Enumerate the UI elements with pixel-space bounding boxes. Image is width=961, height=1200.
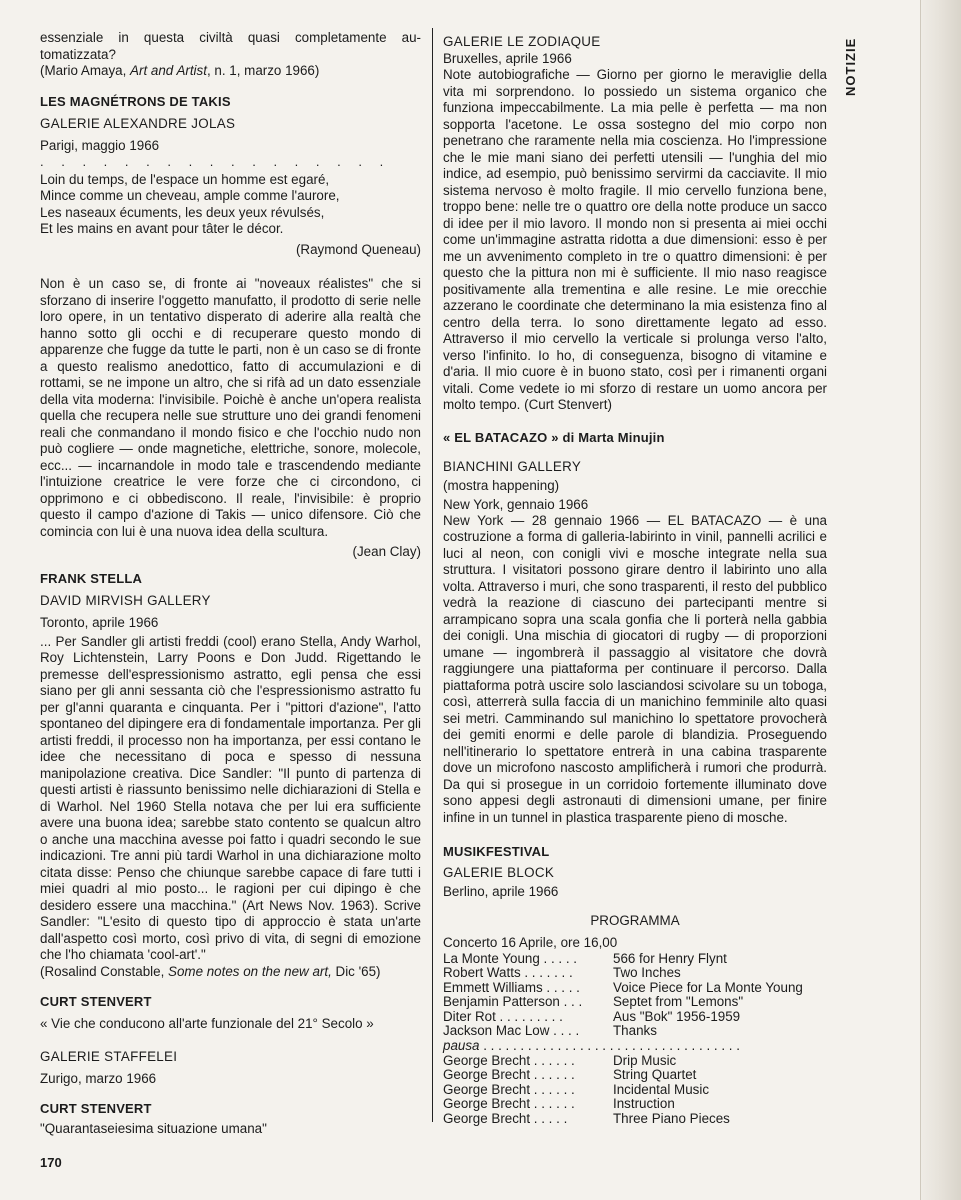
batacazo-type: (mostra happening) bbox=[443, 477, 560, 493]
batacazo-gallery: BIANCHINI GALLERY bbox=[443, 458, 582, 474]
staffelei-gallery: GALERIE STAFFELEI bbox=[40, 1049, 178, 1064]
program-performer: Benjamin Patterson . . . bbox=[443, 995, 583, 1010]
program-performer: George Brecht . . . . . . bbox=[443, 1082, 575, 1097]
stenvert1-heading: CURT STENVERT bbox=[40, 994, 152, 1009]
pausa-dots: . . . . . . . . . . . . . . . . . . . . . . . . . . . . . . . . . . . bbox=[483, 1038, 740, 1054]
takis-gallery: GALERIE ALEXANDRE JOLAS bbox=[40, 115, 236, 131]
stella-heading: FRANK STELLA bbox=[40, 570, 143, 586]
programma-title: PROGRAMMA bbox=[590, 913, 680, 928]
takis-heading: LES MAGNÉTRONS DE TAKIS bbox=[40, 93, 231, 109]
program-piece: String Quartet bbox=[613, 1067, 697, 1083]
program-piece: 566 for Henry Flynt bbox=[613, 950, 727, 966]
program-performer: La Monte Young . . . . . bbox=[443, 951, 578, 966]
poem-line: Et les mains en avant pour tâter le décor. bbox=[40, 221, 284, 236]
program-piece: Voice Piece for La Monte Young bbox=[613, 979, 803, 995]
stella-text: ... Per Sandler gli artisti freddi (cool) erano Stella, Andy Warhol, Roy Lichtenstein, Larry Poons e Don Judd. Rigettando le premesse dell'espressionismo astratto, egli pensa che essi siano per gli anni sessanta ciò che l'espressionismo astratto fu per gl'anni quaranta e cinquanta. Per i "pittori d'azione", l'atto spontaneo del dipingere era di fondamentale importanza. Per gli artisti freddi, il processo non ha importanza, per essi contano le idee che necessitano di poca e spesso di nessuna manipolazione creativa. Dice Sandler: "Il punto di partenza di questi artisti è riassunto benissimo nelle dichiarazioni di Stella e di Warhol. Nel 1960 Stella notava che per lui era sufficiente avere una buona idea; sarebbe stato contento se qualcun altro o anche una macchina avesse poi fatto i quadri secondo le sue indicazioni. Tre anni più tardi Warhol in una dichiarazione molto citata disse: Penso che chiunque sarebbe capace di fare tutti i miei quadri al mio posto... le ragioni per cui dipingo è che desidero essere una macchina." (Art News Nov. 1963). Scrive Sandler: "L'esito di questo tipo di approccio è stata un'arte dall'aspetto così morto, così privo di vita, di segni di emozione che l'ho chiamata 'cool-art'." bbox=[40, 633, 421, 962]
section-label: NOTIZIE bbox=[843, 37, 858, 97]
stenvert2-heading: CURT STENVERT bbox=[40, 1101, 152, 1116]
program-piece: Drip Music bbox=[613, 1052, 677, 1068]
program-item bbox=[443, 1097, 827, 1112]
batacazo-heading: « EL BATACAZO » di Marta Minujin bbox=[443, 429, 665, 445]
poem-author: (Raymond Queneau) bbox=[295, 241, 421, 257]
zodiaque-gallery: GALERIE LE ZODIAQUE bbox=[443, 34, 601, 49]
stella-citation: (Rosalind Constable, Some notes on the new art, Dic '65) bbox=[40, 963, 381, 979]
program-item bbox=[443, 952, 827, 967]
program-performer: George Brecht . . . . . . bbox=[443, 1053, 575, 1068]
concerto-line: Concerto 16 Aprile, ore 16,00 bbox=[443, 935, 618, 950]
musik-heading: MUSIKFESTIVAL bbox=[443, 844, 550, 859]
program-item bbox=[443, 1112, 827, 1127]
program-performer: Emmett Williams . . . . . bbox=[443, 980, 580, 995]
batacazo-place: New York, gennaio 1966 bbox=[443, 496, 589, 512]
intro-citation: (Mario Amaya, Art and Artist, n. 1, marzo 1966) bbox=[40, 63, 320, 78]
right-column bbox=[443, 30, 827, 1127]
program-item bbox=[443, 995, 827, 1010]
program-item bbox=[443, 981, 827, 996]
poem-line: Loin du temps, de l'espace un homme est egaré, bbox=[40, 171, 330, 187]
program-item bbox=[443, 1068, 827, 1083]
left-column bbox=[40, 30, 421, 1137]
takis-text: Non è un caso se, di fronte ai "noveaux réalistes" che si sforzano di inserire l'oggetto manufatto, il prodotto di serie nelle loro opere, in un tentativo disperato di aderire alla realtà che hanno sotto gli occhi e di recuperare questo mondo di apparenze che fugge da tutte le parti, non è un caso se di fronte a questo realismo anedottico, fatto di accumulazioni e di rottami, se ne impone un altro, che si rifà ad un dato essenziale della vita moderna: l'invisibile. Poichè è anche un'opera realista quella che recupera nelle sue strutture uno dei grandi fenomeni reali che conmandano il mondo fisico e che l'occhio nudo non può cogliere — onde magnetiche, elettriche, sonore, molecole, ecc... — incarnandole in modo tale e trascendendo mediante l'intuizione creatrice le vere forze che ci circondono, ci opprimono e ci obbediscono. Il reale, l'invisibile: è proprio questo il campo d'azione di Takis — unico difensore. Ciò che comincia con lui è una nuova idea della scultura. bbox=[40, 276, 421, 539]
pausa-row bbox=[443, 1039, 827, 1054]
stella-gallery: DAVID MIRVISH GALLERY bbox=[40, 592, 211, 608]
program-piece: Aus "Bok" 1956-1959 bbox=[613, 1008, 741, 1024]
musik-place: Berlino, aprile 1966 bbox=[443, 884, 559, 899]
program-item bbox=[443, 1010, 827, 1025]
page-edge bbox=[920, 0, 961, 1200]
intro-line: essenziale in questa civiltà quasi completamente au- bbox=[40, 30, 421, 45]
program-piece: Instruction bbox=[613, 1096, 675, 1112]
batacazo-text: New York — 28 gennaio 1966 — EL BATACAZO — è una costruzione a forma di galleria-labirinto in vinil, pannelli acrilici e luci al neon, con conigli vivi e mosche integrate nella sua struttura. I visitatori possono girare dentro il labirinto uno alla volta. Attraverso i muri, che sono trasparenti, il resto del pubblico vedrà la reazione di ciascuno dei partecipanti mentre si arrampicano sopra una scala gonfia che li porterà nella gabbia dei conigli. Una mischia di giocatori di rugby — di proporzioni umane — ingombrerà il passaggio al visitatore che dovrà raggiungere una piattaforma per continuare il percorso. Dalla piattaforma potrà uscire solo lasciandosi scivolare su un toboga, così, atterrerà sulla faccia di un manichino femminile alto quasi sei metri. Camminando sul manichino lo spettatore provocherà dei gemiti enormi e delle parole di blandizia. Proseguendo nell'itinerario lo spettatore entrerà in una cabina trasparente dove un microfono nascosto amplificherà i rumori che produrrà. Da qui si prosegue in un corridoio fortemente illuminato dove sono appesi degli astronauti di dimensioni umane, per finire infine in un tunnel in plastica trasparente pieno di mosche. bbox=[443, 512, 827, 825]
program-piece: Two Inches bbox=[613, 965, 681, 981]
program-performer: Robert Watts . . . . . . . bbox=[443, 966, 573, 981]
poem-line: Les naseaux écuments, les deux yeux révulsés, bbox=[40, 204, 325, 220]
stella-place: Toronto, aprile 1966 bbox=[40, 614, 159, 630]
program-item bbox=[443, 966, 827, 981]
program-piece: Incidental Music bbox=[613, 1081, 710, 1097]
pausa-label: pausa bbox=[443, 1038, 480, 1054]
program-performer: Diter Rot . . . . . . . . . bbox=[443, 1009, 563, 1024]
program-performer: George Brecht . . . . . bbox=[443, 1112, 568, 1127]
poem-line: Mince comme un cheveau, ample comme l'aurore, bbox=[40, 188, 340, 203]
page-number: 170 bbox=[40, 1155, 62, 1170]
program-item bbox=[443, 1024, 827, 1039]
program-item bbox=[443, 1083, 827, 1098]
program-performer: Jackson Mac Low . . . . bbox=[443, 1024, 580, 1039]
program-performer: George Brecht . . . . . . bbox=[443, 1068, 575, 1083]
program-list bbox=[443, 935, 827, 1127]
takis-dots: . . . . . . . . . . . . . . . . . bbox=[40, 153, 391, 169]
program-piece: Three Piano Pieces bbox=[613, 1111, 730, 1127]
program-performer: George Brecht . . . . . . bbox=[443, 1097, 575, 1112]
poem bbox=[40, 172, 421, 238]
stenvert1-title: « Vie che conducono all'arte funzionale del 21° Secolo » bbox=[40, 1016, 374, 1031]
program-piece: Thanks bbox=[613, 1023, 657, 1039]
column-divider bbox=[432, 28, 433, 1122]
program-item bbox=[443, 1054, 827, 1069]
takis-place: Parigi, maggio 1966 bbox=[40, 137, 160, 153]
takis-author: (Jean Clay) bbox=[352, 544, 421, 559]
stenvert2-title: "Quarantaseiesima situazione umana" bbox=[40, 1121, 267, 1136]
staffelei-place: Zurigo, marzo 1966 bbox=[40, 1071, 157, 1086]
program-piece: Septet from "Lemons" bbox=[613, 994, 744, 1010]
zodiaque-text: Note autobiografiche — Giorno per giorno le meraviglie della vita mi sorprendono. Io possiedo un sistema organico che funziona impeccabilmente. La mia pelle è perfetta — ma non sopporta l'acetone. Le ossa sostegno del mio corpo non penetrano che raramente nella mia coscienza. Ho l'impressione che le mie mani siano dei perfetti utensili — l'unghia del mio indice, ad esempio, può benissimo servirmi da cacciavite. Il mio sistema nervoso è molto fragile. Il mio cervello funziona bene, troppo bene: nelle tre o quattro ore della notte produce un sacco di idee per il mio lavoro. Il mondo non si presenta ai miei occhi come un'immagine astratta ridotta a due dimensioni: esso è per me un avvenimento completo in tre o quattro dimensioni: è per questo che la pittura non mi è sufficiente. Il mio naso reagisce positivamente alla trementina e alle resine. Le mie orecchie azzerano le coordinate che determinano la mia esistenza fino al centro della terra. Io sono direttamente legato ad esso. Attraverso il mio cervello la verticale si prolunga verso l'alto, verso l'infinito. Io ho, di conseguenza, bisogno di vitamine e d'aria. Il mio cuore è in buono stato, così per i rimanenti organi vitali. Come vedete io mi sforzo di restare un uomo ancora per molto tempo. (Curt Stenvert) bbox=[443, 67, 827, 412]
intro-line: tomatizzata? bbox=[40, 46, 116, 62]
zodiaque-place: Bruxelles, aprile 1966 bbox=[443, 51, 572, 66]
musik-gallery: GALERIE BLOCK bbox=[443, 865, 555, 880]
